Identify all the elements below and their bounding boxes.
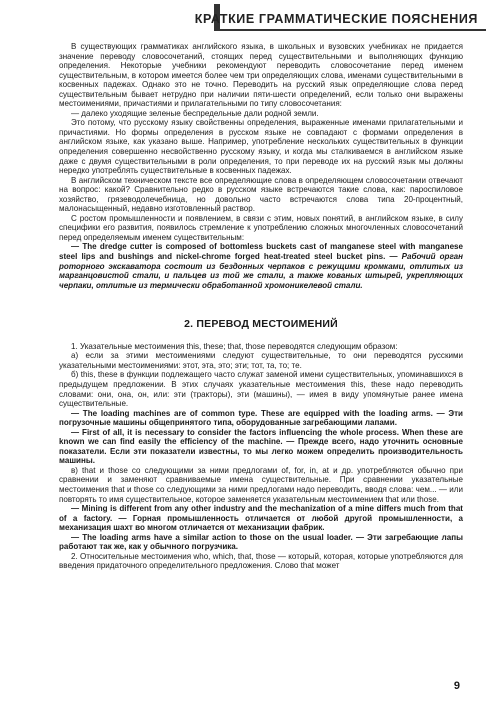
example-block: — The loading arms have a similar action to those on the usual loader. — Эти загребающие лапы работают так же, как у обычного погрузчика.	[59, 532, 463, 552]
example-block: — First of all, it is necessary to consider the factors influencing the whole process. When these are known we can find easily the efficiency of the machine. — Прежде всего, надо уточнить основные показатели. Если эти показатели известны, то мы легко можем определить производительность машины.	[59, 427, 463, 466]
paragraph: Это потому, что русскому языку свойственны определения, выраженные именами прилагательными и причастиями. Но формы определения в русском языке не совпадают с формами определения в английском языке, как указано выше. Например, употребление нескольких существительных в функции определения совершенно несвойственно русскому языку, и когда мы сталкиваемся в английском языке даже с двумя существительными в роли определения, то при переводе их на русский язык мы должны нередко употреблять существительные в косвенных падежах.	[59, 118, 463, 176]
paragraph: С ростом промышленности и появлением, в связи с этим, новых понятий, в английском языке, в силу специфики его развития, появилось стремление к употреблению сложных многочленных словосочетаний перед определяемым именем существительным:	[59, 213, 463, 242]
example-russian: Рабочий орган роторного экскаватора состоит из бездонных черпаков с режущими кромками, отлитых из марганцовистой стали, и пальцев из той же стали, а также кованых штырей, укрепляющих черпаки, отлитые из термически обработанной хромоникелевой стали.	[59, 252, 463, 290]
paragraph: а) если за этими местоимениями следуют существительные, то они переводятся русскими указательными местоимениями: этот, эта, это; эти; тот, та, то; те.	[59, 351, 463, 370]
paragraph: 2. Относительные местоимения who, which, that, those — который, которая, которые употребляются для введения придаточного определительного предложения. Слово that может	[59, 551, 463, 571]
page-number: 9	[453, 680, 460, 692]
page-header	[0, 0, 500, 40]
paragraph: В существующих грамматиках английского языка, в школьных и вузовских учебниках не придается значение переводу словосочетаний, стоящих перед существительными и выполняющих функцию определения. Некоторые учебники рекомендуют переводить словосочетание перед именем существительным, в котором имеется более чем три определяющих слова, именами существительными в косвенных падежах. Однако это не точно. Переводить на русский язык определяющие слова перед существительным бывает нетрудно при наличии пяти-шести определений, если только они выражены местоимениями, причастиями и прилагательными по типу словосочетания:	[59, 42, 463, 109]
paragraph: в) that и those со следующими за ними предлогами of, for, in, at и др. употребляются обычно при сравнении и заменяют сравниваемые имена существительные. При сравнении указательные местоимения that и those со следующими за ними предлогами надо переводить, вводя слова: чем... — или повторять то имя существительное, которое заменяется указательным местоимением that или those.	[59, 465, 463, 504]
header-rule	[214, 29, 486, 31]
paragraph: б) this, these в функции подлежащего часто служат заменой имени существительных, упоминавшихся в предыдущем предложении. В этих случаях указательные местоимения this, these надо переводить словами: они, она, он, или: эти (тракторы), эти (машины), — имея в виду упомянутые ранее имена существительные.	[59, 370, 463, 409]
example-block: — The loading machines are of common type. These are equipped with the loading arms. — Эти погрузочные машины общепринятого типа, оборудованные загребающими лапами.	[59, 408, 463, 428]
page-body	[59, 42, 463, 571]
paragraph: 1. Указательные местоимения this, these; that, those переводятся следующим образом:	[71, 341, 398, 351]
paragraph: В английском техническом тексте все определяющие слова в определяющем словосочетании отвечают на вопрос: какой? Сравнительно редко в русском языке встречаются такие слова, как: пароспиловое хозяйство, грязеводолечебница, но довольно часто встречаются слова типа 20-процентный, малонасыщенный, недавно изготовленный раствор.	[59, 175, 463, 214]
paragraph-example: — далеко уходящие зеленые беспредельные дали родной земли.	[71, 108, 319, 118]
example-block	[59, 242, 463, 290]
example-block: — Mining is different from any other industry and the mechanization of a mine differs much from that of a factory. — Горная промышленность отличается от любой другой промышленности, а механизация шахт во многом отличается от механизации фабрик.	[59, 504, 463, 533]
section-heading: 2. ПЕРЕВОД МЕСТОИМЕНИЙ	[184, 318, 338, 331]
example-english: — The dredge cutter is composed of bottomless buckets cast of manganese steel with manganese steel lips and bushings and nickel-chrome forged heat-treated steel bucket pins. —	[59, 242, 463, 262]
running-title: КРАТКИЕ ГРАММАТИЧЕСКИЕ ПОЯСНЕНИЯ	[194, 12, 478, 26]
